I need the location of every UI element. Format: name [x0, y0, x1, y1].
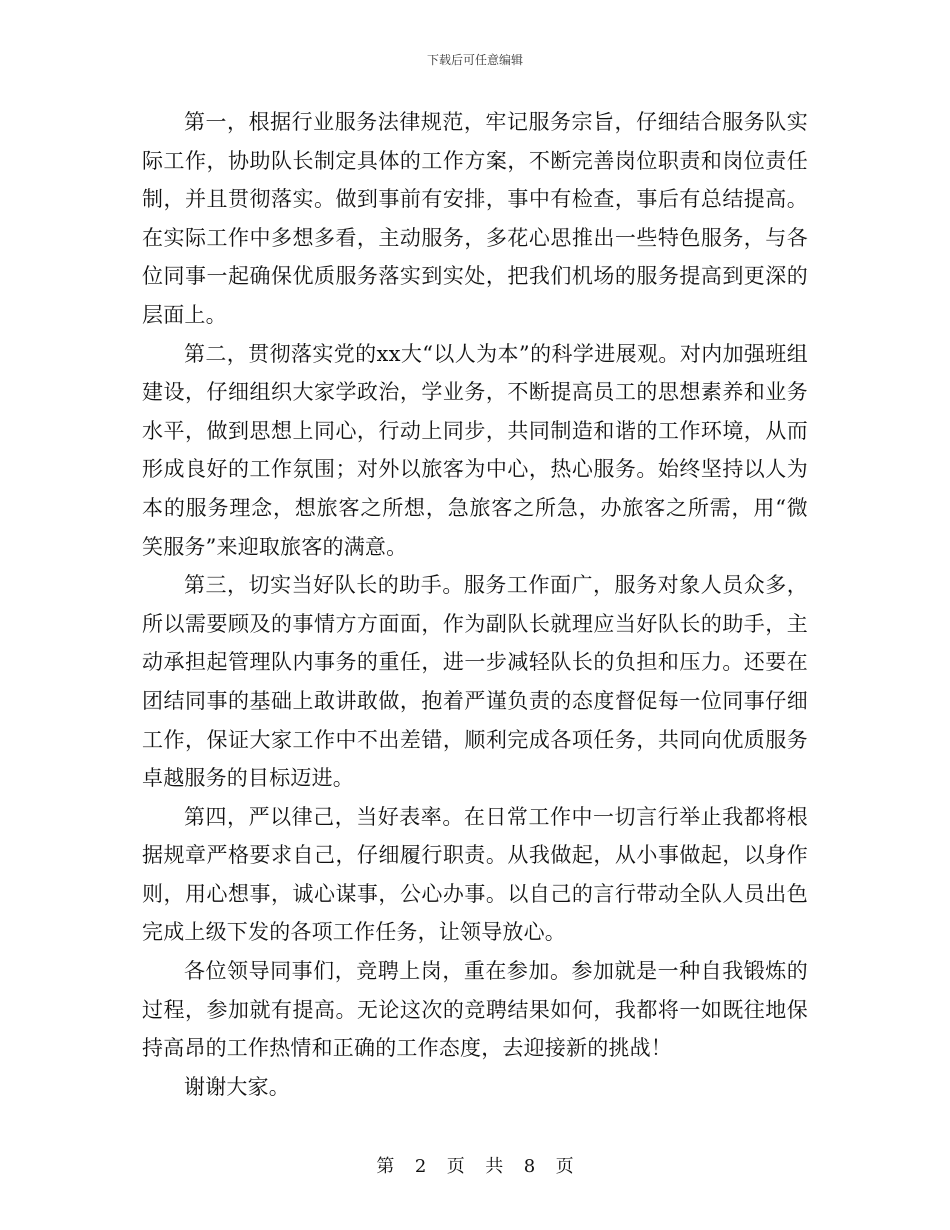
footer-page-label: 页 — [446, 1156, 465, 1177]
footer-suffix: 页 — [555, 1156, 574, 1177]
paragraph-3: 第三，切实当好队长的助手。服务工作面广，服务对象人员众多，所以需要顾及的事情方方面面，作为副队长就理应当好队长的助手，主动承担起管理队内事务的重任，进一步减轻队长的负担和压力。还要在团结同事的基础上敢讲敢做，抱着严谨负责的态度督促每一位同事仔细工作，保证大家工作中不出差错，顺利完成各项任务，共同向优质服务卓越服务的目标迈进。 — [142, 573, 808, 791]
current-page-number: 2 — [414, 1156, 427, 1177]
total-pages-number: 8 — [523, 1156, 536, 1177]
page-number-footer — [0, 1155, 950, 1179]
document-body — [142, 103, 808, 1106]
paragraph-2: 第二，贯彻落实党的xx大“以人为本”的科学进展观。对内加强班组建设，仔细组织大家学政治，学业务，不断提高员工的思想素养和业务水平，做到思想上同心，行动上同步，共同制造和谐的工作环境，从而形成良好的工作氛围；对外以旅客为中心，热心服务。始终坚持以人为本的服务理念，想旅客之所想，急旅客之所急，办旅客之所需，用“微笑服务”来迎取旅客的满意。 — [142, 341, 808, 559]
footer-total-label: 共 — [485, 1156, 504, 1177]
paragraph-1: 第一，根据行业服务法律规范，牢记服务宗旨，仔细结合服务队实际工作，协助队长制定具体的工作方案，不断完善岗位职责和岗位责任制，并且贯彻落实。做到事前有安排，事中有检查，事后有总结提高。在实际工作中多想多看，主动服务，多花心思推出一些特色服务，与各位同事一起确保优质服务落实到实处，把我们机场的服务提高到更深的层面上。 — [142, 110, 808, 327]
paragraph-5: 各位领导同事们，竞聘上岗，重在参加。参加就是一种自我锻炼的过程，参加就有提高。无论这次的竞聘结果如何，我都将一如既往地保持高昂的工作热情和正确的工作态度，去迎接新的挑战！ — [142, 959, 808, 1061]
page-header-note: 下载后可任意编辑 — [426, 53, 523, 67]
footer-prefix: 第 — [376, 1156, 395, 1177]
paragraph-4: 第四，严以律己，当好表率。在日常工作中一切言行举止我都将根据规章严格要求自己，仔细履行职责。从我做起，从小事做起，以身作则，用心想事，诚心谋事，公心办事。以自己的言行带动全队人员出色完成上级下发的各项工作任务，让领导放心。 — [142, 804, 808, 945]
paragraph-6: 谢谢大家。 — [184, 1074, 290, 1099]
